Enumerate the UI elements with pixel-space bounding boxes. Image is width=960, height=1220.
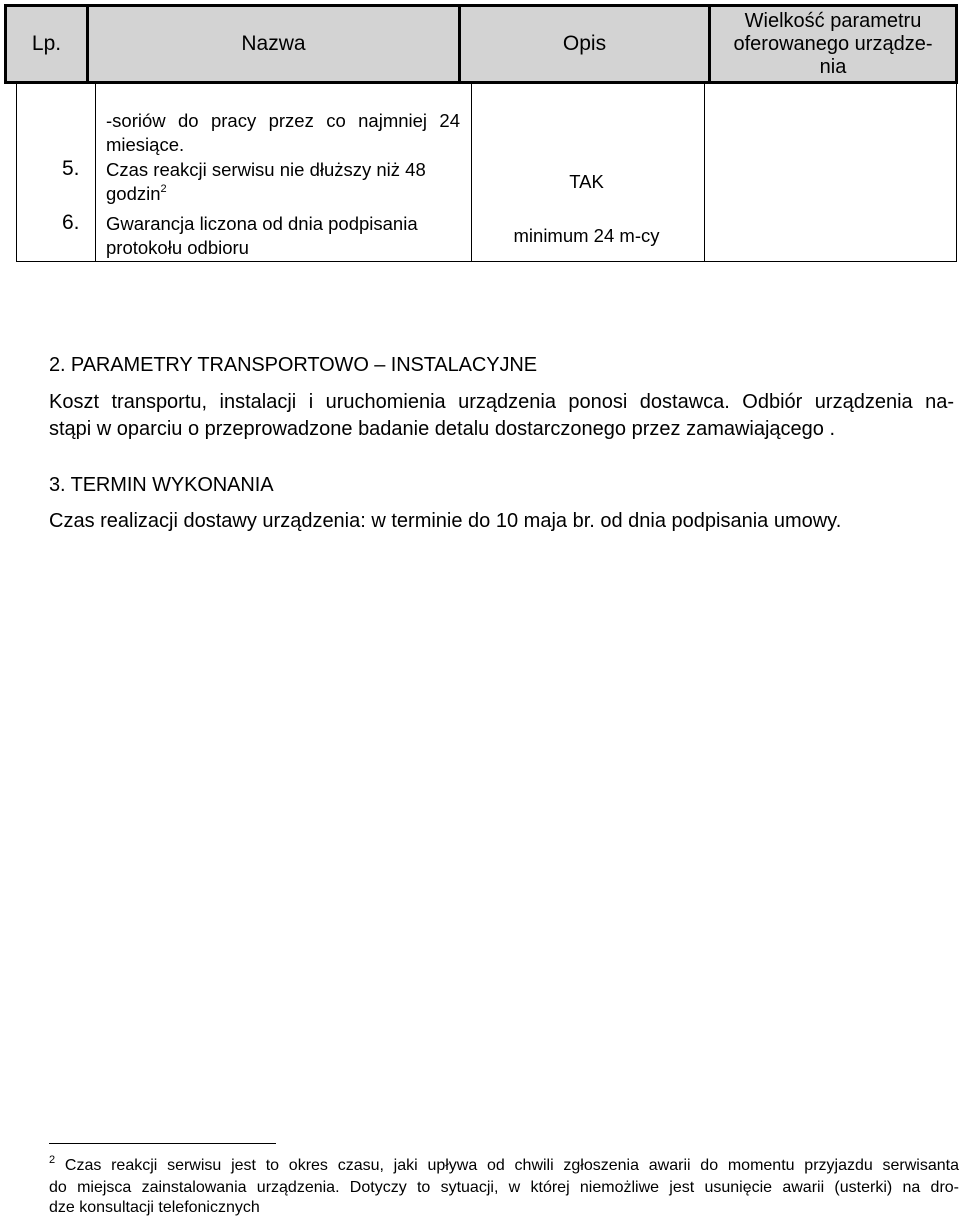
section2-paragraph-line1: Koszt transportu, instalacji i uruchomienia urządzenia ponosi dostawca. Odbiór urządzenia na-	[49, 391, 954, 413]
table-row-continued-line1: -soriów do pracy przez co najmniej 24	[106, 110, 460, 131]
header-lp: Lp.	[7, 7, 89, 81]
row6-opis: minimum 24 m-cy	[513, 225, 660, 246]
header-wielkosc	[711, 7, 955, 81]
header-wielkosc-line1: Wielkość parametru	[744, 10, 922, 32]
section3-heading: 3. TERMIN WYKONANIA	[49, 474, 274, 496]
footnote-ref: 2	[160, 183, 167, 195]
row6-name-line1: Gwarancja liczona od dnia podpisania	[106, 213, 418, 234]
column-divider	[95, 84, 96, 261]
footnote-marker: 2	[49, 1154, 56, 1166]
column-divider	[704, 84, 705, 261]
row5-name-line1: Czas reakcji serwisu nie dłuższy niż 48	[106, 159, 426, 180]
header-wielkosc-line2: oferowanego urządze-	[733, 33, 933, 55]
footnote-separator	[49, 1143, 276, 1144]
footnote-line2: do miejsca zainstalowania urządzenia. Dotyczy to sytuacji, w której niemożliwe jest usunięcie awarii (usterki) na dro-	[49, 1179, 959, 1196]
row-number-5: 5.	[62, 157, 80, 180]
header-nazwa: Nazwa	[89, 7, 461, 81]
row5-opis: TAK	[569, 171, 604, 192]
section3-paragraph: Czas realizacji dostawy urządzenia: w terminie do 10 maja br. od dnia podpisania umowy.	[49, 510, 842, 532]
footnote-line1	[49, 1155, 959, 1176]
footnote-text-1: Czas reakcji serwisu jest to okres czasu, jaki upływa od chwili zgłoszenia awarii do momentu przyjazdu serwisanta	[64, 1157, 960, 1174]
row-number-6: 6.	[62, 211, 80, 234]
row6-name-line2: protokołu odbioru	[106, 237, 249, 258]
row5-name-text: godzin	[106, 183, 161, 204]
section2-heading: 2. PARAMETRY TRANSPORTOWO – INSTALACYJNE	[49, 354, 537, 376]
footnote-line3: dze konsultacji telefonicznych	[49, 1199, 260, 1216]
header-opis: Opis	[461, 7, 711, 81]
row5-name-line2	[106, 182, 167, 206]
table-row-continued-line2: miesiące.	[106, 134, 185, 155]
table-header	[4, 4, 958, 84]
section2-paragraph-line2: stąpi w oparciu o przeprowadzone badanie detalu dostarczonego przez zamawiającego .	[49, 418, 836, 440]
header-wielkosc-line3: nia	[819, 56, 847, 78]
